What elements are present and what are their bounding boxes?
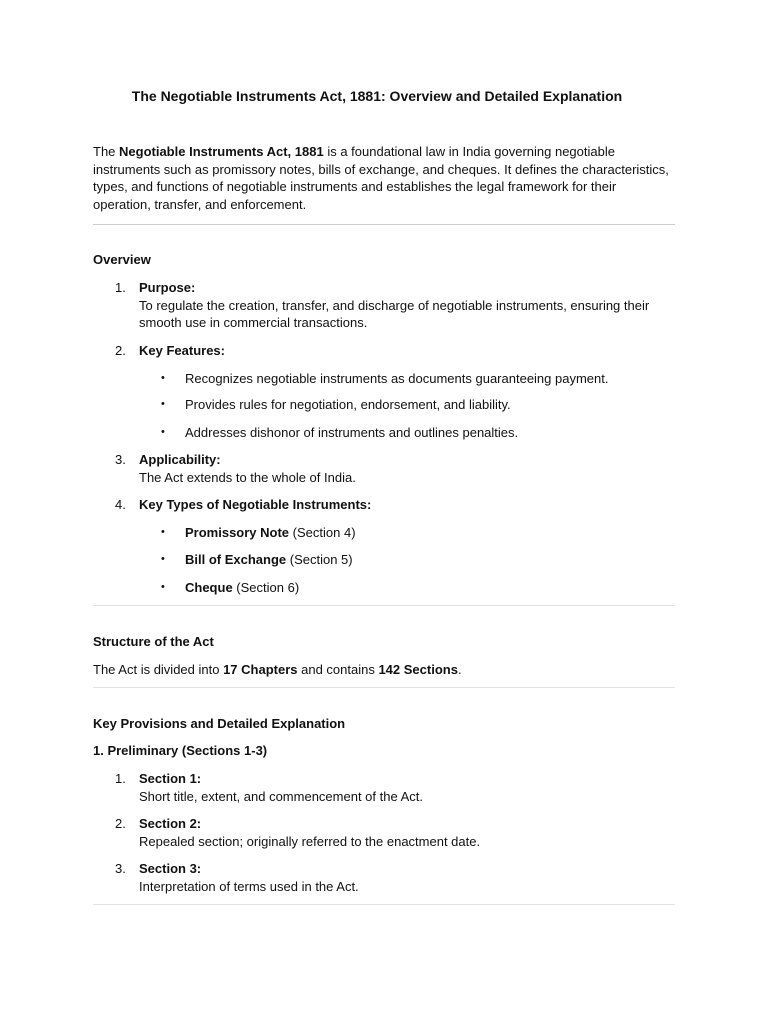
bullet-icon: • (161, 526, 165, 538)
section-text: Repealed section; originally referred to the enactment date. (139, 834, 481, 849)
list-number: 4. (115, 497, 126, 512)
bullet-icon: • (161, 372, 165, 384)
divider (93, 605, 675, 606)
list-number: 2. (115, 343, 126, 358)
item-label-purpose: Purpose: (139, 280, 196, 295)
section-label: Section 3: (139, 861, 202, 876)
list-number: 3. (115, 452, 126, 467)
feature-item: Provides rules for negotiation, endorsement, and liability. (185, 397, 511, 412)
feature-item: Recognizes negotiable instruments as documents guaranteeing payment. (185, 371, 609, 386)
intro-pre: The (93, 144, 120, 159)
section-label: Section 1: (139, 771, 202, 786)
list-number: 1. (115, 771, 126, 786)
divider (93, 224, 675, 225)
list-number: 2. (115, 816, 126, 831)
item-label-applicability: Applicability: (139, 452, 221, 467)
bullet-icon: • (161, 553, 165, 565)
structure-text (93, 661, 462, 679)
divider (93, 687, 675, 688)
feature-item: Addresses dishonor of instruments and outlines penalties. (185, 425, 519, 440)
list-number: 1. (115, 280, 126, 295)
structure-post: . (457, 662, 462, 677)
type-name: Bill of Exchange (185, 552, 287, 567)
sections-count: 142 Sections (378, 662, 458, 677)
bullet-icon: • (161, 398, 165, 410)
section-text: Short title, extent, and commencement of the Act. (139, 789, 423, 804)
section-label: Section 2: (139, 816, 202, 831)
subheading-preliminary: 1. Preliminary (Sections 1-3) (93, 743, 268, 758)
document-title: The Negotiable Instruments Act, 1881: Overview and Detailed Explanation (131, 88, 623, 104)
intro-line3: types, and functions of negotiable instruments and establishes the legal framework for their (93, 179, 617, 194)
item-label-key-types: Key Types of Negotiable Instruments: (139, 497, 372, 512)
type-name: Promissory Note (185, 525, 290, 540)
intro-paragraph (93, 143, 675, 213)
section-heading-structure: Structure of the Act (93, 634, 214, 649)
intro-line2: instruments such as promissory notes, bills of exchange, and cheques. It defines the characteristics, (93, 161, 669, 177)
section-text: Interpretation of terms used in the Act. (139, 879, 359, 894)
bullet-icon: • (161, 426, 165, 438)
applicability-text: The Act extends to the whole of India. (139, 470, 356, 485)
intro-line4: operation, transfer, and enforcement. (93, 196, 307, 212)
type-section: (Section 4) (289, 525, 356, 540)
type-section: (Section 5) (286, 552, 353, 567)
structure-pre: The Act is divided into (93, 662, 224, 677)
intro-line1: is a foundational law in India governing negotiable (323, 144, 615, 159)
act-name: Negotiable Instruments Act, 1881 (119, 144, 324, 159)
purpose-text-line2: smooth use in commercial transactions. (139, 315, 368, 330)
section-heading-overview: Overview (93, 252, 151, 267)
list-number: 3. (115, 861, 126, 876)
type-section: (Section 6) (232, 580, 300, 595)
structure-mid: and contains (297, 662, 379, 677)
chapters-count: 17 Chapters (223, 662, 298, 677)
divider (93, 904, 675, 905)
item-label-key-features: Key Features: (139, 343, 225, 358)
purpose-text-line1: To regulate the creation, transfer, and discharge of negotiable instruments, ensuring their (139, 298, 650, 313)
section-heading-provisions: Key Provisions and Detailed Explanation (93, 716, 346, 731)
type-item (185, 551, 353, 569)
bullet-icon: • (161, 581, 165, 593)
type-name: Cheque (185, 580, 233, 595)
type-item (185, 579, 299, 597)
type-item (185, 524, 356, 542)
